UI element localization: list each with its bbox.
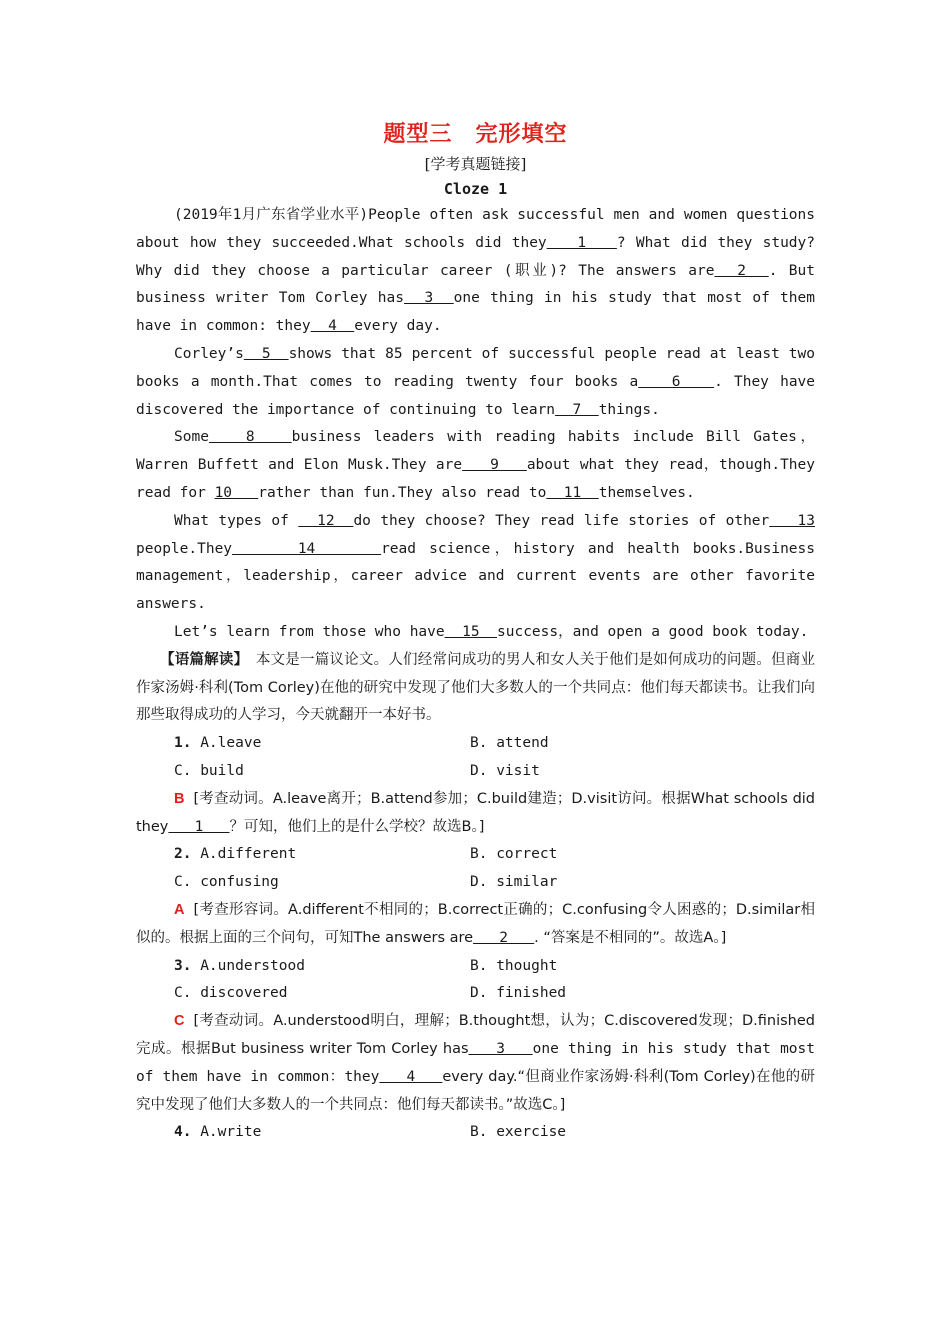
blank-2: 2 bbox=[714, 262, 769, 279]
cloze-title: Cloze 1 bbox=[443, 180, 508, 198]
option-c: C. discovered bbox=[174, 985, 288, 1002]
option-a: A.write bbox=[200, 1124, 262, 1141]
question-number: 1. bbox=[174, 735, 192, 752]
text-span: [考查动词。A.leave离开；B.attend参加；C.build建造；D.visit访问。根据What schools did they bbox=[136, 790, 816, 835]
text-span: . But business writer Tom Corley has bbox=[136, 262, 815, 307]
text-span: [考查动词。A.understood明白，理解；B.thought想，认为；C.discovered发现；D.finished完成。根据But business writer Tom Corley has bbox=[136, 1013, 815, 1057]
option-d: D. visit bbox=[470, 762, 540, 779]
text-span: What types of bbox=[174, 512, 299, 529]
answer-letter: A bbox=[174, 901, 185, 918]
question-number: 4. bbox=[174, 1124, 192, 1141]
passage-paragraph-2 bbox=[136, 341, 815, 424]
blank-9: 9 bbox=[462, 457, 527, 474]
option-a: A.different bbox=[200, 846, 297, 863]
text-span: things. bbox=[598, 401, 660, 418]
blank-12: 12 bbox=[298, 512, 354, 529]
question-2-options-row-2 bbox=[136, 869, 815, 897]
blank-ref: 4 bbox=[379, 1068, 443, 1085]
text-span: people.They bbox=[136, 540, 233, 557]
blank-15: 15 bbox=[444, 623, 498, 640]
analysis-paragraph bbox=[136, 647, 815, 730]
text-span: ? What did they study? Why did they choose a particular career (职业)? The answers are bbox=[136, 234, 815, 279]
blank-1: 1 bbox=[546, 234, 617, 251]
text-span: themselves. bbox=[598, 484, 695, 501]
question-3-explanation bbox=[136, 1008, 815, 1119]
question-1-options-row-2 bbox=[136, 758, 815, 786]
text-span: Corley’s bbox=[174, 345, 244, 362]
blank-10: 10 bbox=[214, 484, 259, 501]
passage-paragraph-4 bbox=[136, 508, 815, 619]
passage-paragraph-1 bbox=[136, 202, 815, 341]
text-span: do they choose? They read life stories of other bbox=[353, 512, 770, 529]
question-4-options-row-1 bbox=[136, 1119, 815, 1147]
text-span: one thing in his study that most of them have in common：they bbox=[136, 1040, 816, 1085]
section-title: 题型三 完形填空 bbox=[383, 122, 568, 147]
text-span: read science，history and health books.Business management，leadership，career advice and current events are other favorite answers. bbox=[136, 540, 815, 613]
question-number: 3. bbox=[174, 957, 192, 974]
blank-11: 11 bbox=[546, 484, 599, 501]
text-span: success，and open a good book today. bbox=[497, 623, 809, 640]
text-span: (2019年1月广东省学业水平)People often ask successful men and women questions about how they succeeded.What schools did they bbox=[136, 207, 815, 251]
question-2-explanation bbox=[136, 897, 815, 953]
option-b: B. correct bbox=[470, 846, 558, 863]
question-1-options-row-1 bbox=[136, 730, 815, 758]
question-3-options-row-1 bbox=[136, 953, 815, 981]
option-c: C. confusing bbox=[174, 874, 279, 891]
blank-6: 6 bbox=[638, 373, 715, 390]
option-a: A.understood bbox=[200, 957, 305, 974]
blank-3: 3 bbox=[403, 290, 454, 307]
answer-letter: C bbox=[174, 1013, 185, 1030]
blank-13: 13 bbox=[769, 512, 815, 529]
text-span: every day. bbox=[354, 318, 442, 335]
analysis-label: 【语篇解读】 bbox=[160, 651, 242, 668]
option-d: D. finished bbox=[470, 985, 567, 1002]
text-span: one thing in his study that most of them have in common: they bbox=[136, 290, 815, 335]
passage-paragraph-3 bbox=[136, 424, 815, 507]
text-span: every day.“但商业作家汤姆·科利(Tom Corley)在他的研究中发现了他们大多数人的一个共同点：他们每天都读书。”故选C。] bbox=[136, 1068, 815, 1113]
option-c: C. build bbox=[174, 762, 244, 779]
option-b: B. attend bbox=[470, 735, 549, 752]
passage-paragraph-5 bbox=[136, 619, 815, 647]
text-span: business leaders with reading habits include Bill Gates，Warren Buffett and Elon Musk.They are bbox=[136, 429, 816, 474]
text-span: Some bbox=[174, 429, 209, 446]
option-b: B. thought bbox=[470, 957, 558, 974]
blank-ref: 3 bbox=[468, 1040, 533, 1057]
text-span: . They have discovered the importance of continuing to learn bbox=[136, 373, 816, 418]
blank-8: 8 bbox=[208, 429, 292, 446]
blank-4: 4 bbox=[310, 318, 355, 335]
question-1-explanation bbox=[136, 786, 815, 842]
blank-14: 14 bbox=[232, 540, 382, 557]
text-span: . “答案是不相同的”。故选A。] bbox=[534, 929, 727, 946]
answer-letter: B bbox=[174, 790, 185, 807]
option-b: B. exercise bbox=[470, 1124, 567, 1141]
option-a: A.leave bbox=[200, 735, 262, 752]
analysis-text: 本文是一篇议论文。人们经常问成功的男人和女人关于他们是如何成功的问题。但商业作家汤姆·科利(Tom Corley)在他的研究中发现了他们大多数人的一个共同点：他们每天都读书。让我们向那些取得成功的人学习，今天就翻开一本好书。 bbox=[136, 651, 816, 724]
text-span: [考查形容词。A.different不相同的；B.correct正确的；C.confusing令人困惑的；D.similar相似的。根据上面的三个问句，可知The answers are bbox=[136, 901, 816, 946]
blank-7: 7 bbox=[555, 401, 599, 418]
document-page bbox=[136, 118, 815, 1147]
section-subtitle: [学考真题链接] bbox=[424, 155, 527, 173]
text-span: Let’s learn from those who have bbox=[174, 623, 445, 640]
text-span: rather than fun.They also read to bbox=[258, 484, 547, 501]
blank-5: 5 bbox=[243, 345, 289, 362]
text-span: ？可知，他们上的是什么学校？故选B。] bbox=[229, 818, 485, 835]
question-number: 2. bbox=[174, 846, 192, 863]
question-3-options-row-2 bbox=[136, 980, 815, 1008]
question-2-options-row-1 bbox=[136, 841, 815, 869]
blank-ref: 2 bbox=[473, 929, 535, 946]
text-span: about what they read，though.They read for bbox=[136, 457, 815, 501]
option-d: D. similar bbox=[470, 874, 558, 891]
blank-ref: 1 bbox=[168, 818, 230, 835]
text-span: shows that 85 percent of successful people read at least two books a month.That comes to reading twenty four books a bbox=[136, 345, 815, 390]
